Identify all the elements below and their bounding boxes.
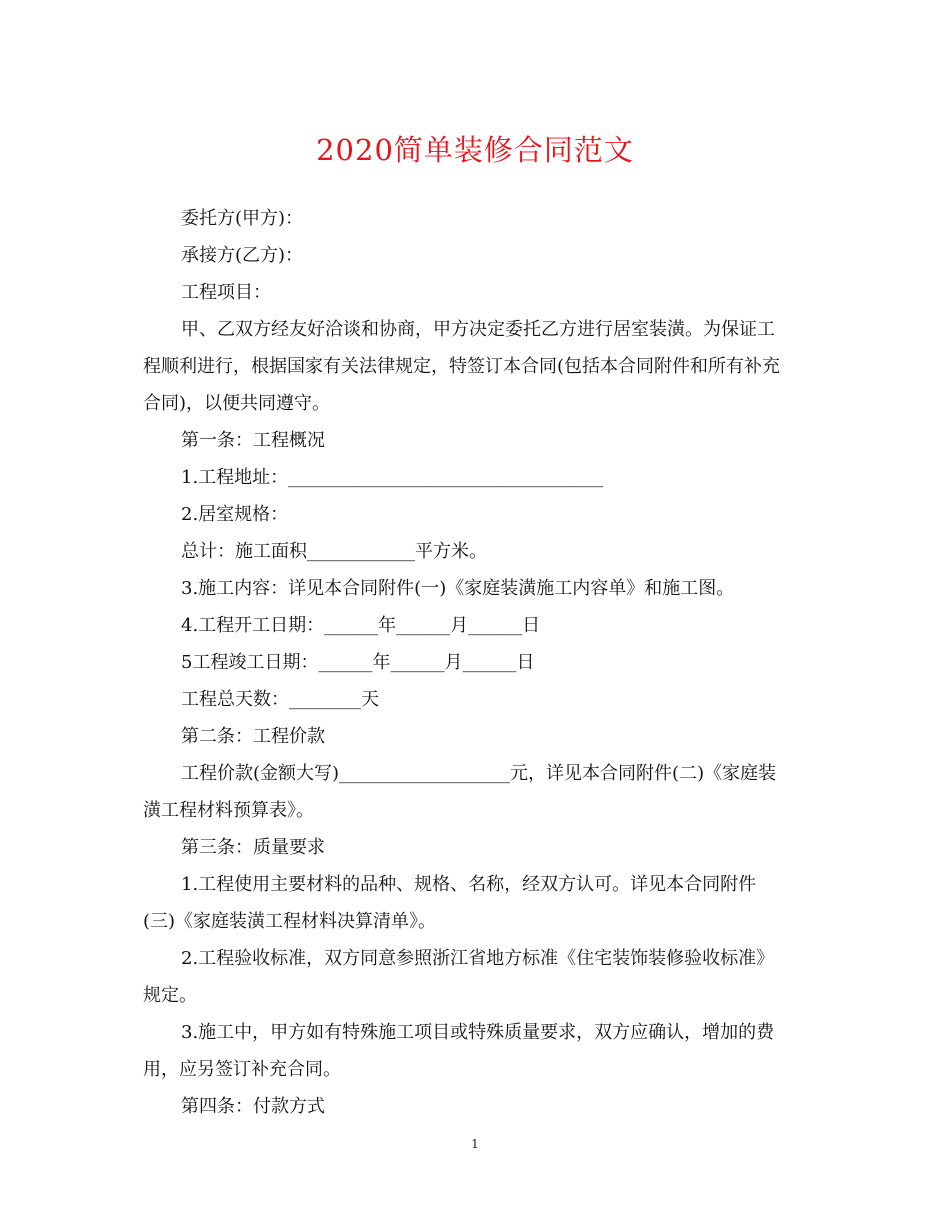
project-name-line: 工程项目： [181, 282, 271, 303]
quality-item-2-line-1: 2.工程验收标准，双方同意参照浙江省地方标准《住宅装饰装修验收标准》 [181, 948, 775, 969]
area-total-line: 总计：施工面积____________平方米。 [181, 541, 487, 562]
room-spec-line: 2.居室规格： [181, 504, 289, 525]
page-number: 1 [471, 1137, 479, 1151]
intro-paragraph-line-2: 程顺利进行，根据国家有关法律规定，特签订本合同(包括本合同附件和所有补充 [143, 356, 781, 377]
quality-item-1-line-1: 1.工程使用主要材料的品种、规格、名称，经双方认可。详见本合同附件 [181, 874, 757, 895]
document-title: 2020简单装修合同范文 [316, 133, 634, 167]
section-2-heading: 第二条：工程价款 [181, 726, 325, 747]
intro-paragraph-line-3: 合同)，以便共同遵守。 [143, 393, 331, 414]
section-3-heading: 第三条：质量要求 [181, 837, 325, 858]
price-paragraph-line-2: 潢工程材料预算表》。 [143, 800, 314, 821]
construction-content-line: 3.施工内容：详见本合同附件(一)《家庭装潢施工内容单》和施工图。 [181, 578, 735, 599]
quality-item-1-line-2: (三)《家庭装潢工程材料决算清单》。 [143, 911, 437, 932]
quality-item-2-line-2: 规定。 [143, 985, 197, 1006]
start-date-line: 4.工程开工日期：______年______月______日 [181, 615, 541, 636]
document-body [143, 200, 809, 1125]
section-4-heading: 第四条：付款方式 [181, 1096, 325, 1117]
section-1-heading: 第一条：工程概况 [181, 430, 325, 451]
intro-paragraph-line-1: 甲、乙双方经友好洽谈和协商，甲方决定委托乙方进行居室装潢。为保证工 [181, 319, 775, 340]
client-party-line: 委托方(甲方)： [181, 208, 304, 229]
price-paragraph-line-1: 工程价款(金额大写)___________________元，详见本合同附件(二)《家庭装 [181, 763, 777, 784]
completion-date-line: 5工程竣工日期：______年______月______日 [181, 652, 535, 673]
quality-item-3-line-1: 3.施工中，甲方如有特殊施工项目或特殊质量要求，双方应确认，增加的费 [181, 1022, 775, 1043]
quality-item-3-line-2: 用，应另签订补充合同。 [143, 1059, 341, 1080]
project-address-line: 1.工程地址：___________________________________ [181, 467, 604, 488]
total-days-line: 工程总天数：________天 [181, 689, 379, 710]
contractor-party-line: 承接方(乙方)： [181, 245, 304, 266]
